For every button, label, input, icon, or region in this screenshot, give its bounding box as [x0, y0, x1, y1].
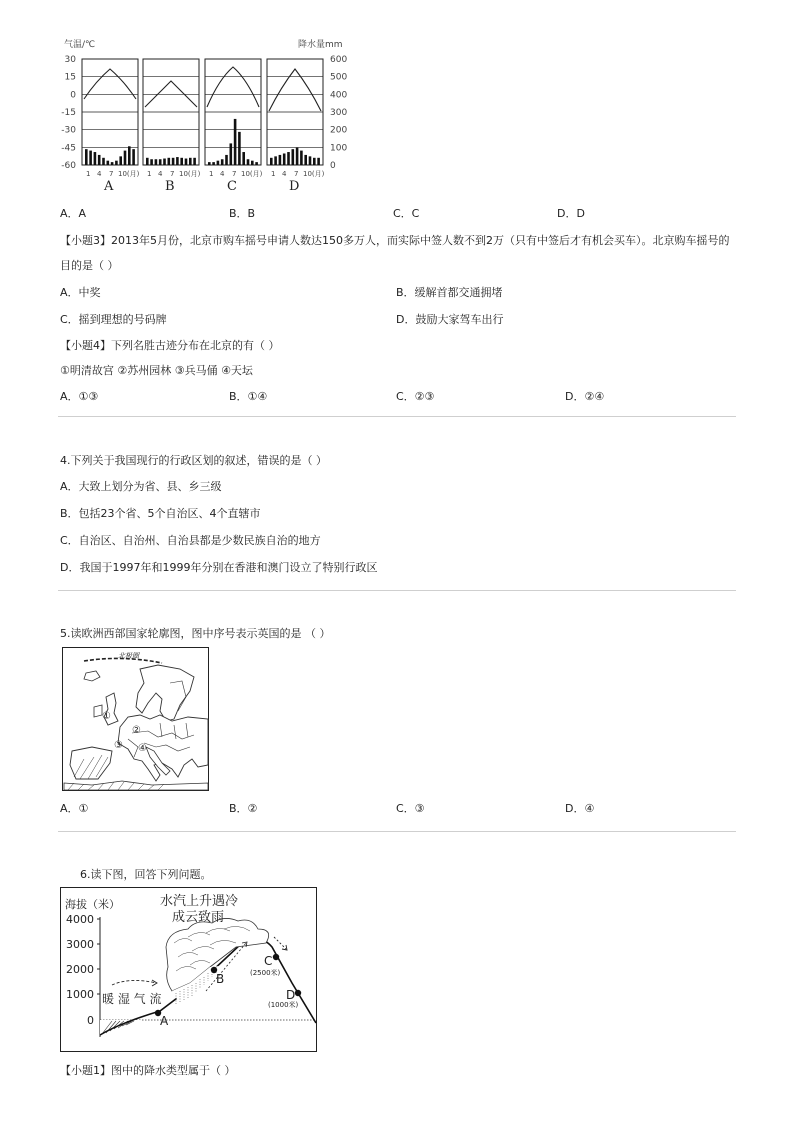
precip-bar: [274, 156, 277, 165]
precip-bar: [193, 158, 196, 165]
q4sub-option-c[interactable]: C．②③: [396, 390, 435, 403]
q4sub-stem: 【小题4】下列名胜古迹分布在北京的有（ ）: [60, 339, 280, 352]
orographic-rain-diagram: [60, 887, 318, 1053]
temp-tick: 0: [70, 90, 76, 101]
point-b-label: B: [216, 972, 225, 986]
precip-bar: [115, 161, 118, 165]
month-tick: 4: [97, 170, 102, 178]
divider: [58, 590, 736, 591]
precip-bar: [208, 162, 211, 165]
y-tick-2000: 2000: [66, 963, 94, 976]
precip-bar: [172, 158, 175, 165]
q3-stem-line2: 目的是（ ）: [60, 259, 119, 272]
precip-bar: [163, 159, 166, 165]
precip-bar: [111, 162, 114, 165]
month-tick: 1: [86, 170, 91, 178]
q4sub-items: ①明清故宫 ②苏州园林 ③兵马俑 ④天坛: [60, 364, 253, 377]
temp-tick: -15: [61, 108, 76, 118]
precip-bar: [234, 119, 237, 165]
q2-option-c[interactable]: C．C: [393, 207, 420, 220]
point-a-label: A: [160, 1014, 169, 1028]
precip-tick: 400: [330, 90, 348, 101]
climate-panel: [205, 59, 263, 194]
temp-axis-label: 气温/℃: [64, 40, 96, 50]
precip-bar: [94, 152, 97, 165]
map-label-3: ③: [114, 740, 123, 751]
y-tick-3000: 3000: [66, 938, 94, 951]
y-tick-1000: 1000: [66, 988, 94, 1001]
airflow-label: 暖 湿 气 流: [102, 992, 162, 1006]
precip-bar: [180, 158, 183, 165]
precip-bar: [287, 152, 290, 165]
q5-option-d[interactable]: D．④: [565, 802, 595, 815]
q3-option-c[interactable]: C．摇到理想的号码牌: [60, 313, 167, 326]
precip-bar: [89, 151, 92, 165]
month-tick: 10(月): [303, 170, 325, 178]
q6-sub1: 【小题1】图中的降水类型属于（ ）: [60, 1064, 236, 1077]
month-tick: 1: [147, 170, 152, 178]
precip-bar: [255, 162, 258, 165]
precip-bar: [225, 155, 228, 165]
diagram-y-title: 海拔（米）: [65, 898, 120, 911]
precip-tick: 200: [330, 125, 348, 136]
annotation-line1: 水汽上升遇冷: [160, 894, 239, 909]
month-tick: 1: [209, 170, 214, 178]
map-label-2: ②: [132, 725, 141, 736]
temp-tick: 15: [64, 72, 76, 83]
climate-panel: [143, 59, 201, 194]
precip-bar: [159, 159, 162, 165]
precip-tick: 100: [330, 143, 348, 154]
precip-tick: 0: [330, 161, 336, 171]
climate-panel: [82, 59, 140, 194]
precip-bar: [238, 132, 241, 165]
precip-bar: [217, 161, 220, 165]
panel-label: D: [289, 179, 300, 194]
temp-tick: -60: [61, 161, 76, 171]
month-tick: 7: [170, 170, 175, 178]
q4-option-b[interactable]: B．包括23个省、5个自治区、4个直辖市: [60, 507, 261, 520]
precip-bar: [270, 158, 273, 165]
month-tick: 4: [158, 170, 163, 178]
precip-bar: [119, 156, 122, 165]
point-c-marker: [273, 954, 279, 960]
month-tick: 1: [271, 170, 276, 178]
precip-axis-label: 降水量mm: [298, 40, 343, 50]
q4sub-option-b[interactable]: B．①④: [229, 390, 268, 403]
q5-option-c[interactable]: C．③: [396, 802, 425, 815]
precip-bar: [102, 158, 105, 165]
precip-bar: [304, 155, 307, 165]
climate-chart: [58, 34, 358, 194]
precip-bar: [230, 143, 233, 165]
q4-option-c[interactable]: C．自治区、自治州、自治县都是少数民族自治的地方: [60, 534, 321, 547]
europe-map-svg: [62, 647, 210, 791]
europe-map: [62, 647, 210, 791]
month-tick: 10(月): [179, 170, 201, 178]
month-tick: 7: [294, 170, 299, 178]
month-tick: 4: [220, 170, 225, 178]
divider: [58, 416, 736, 417]
precip-bar: [292, 149, 295, 165]
arctic-circle-label: 北极圈: [118, 652, 139, 660]
panel-label: B: [165, 179, 175, 194]
q3-option-b[interactable]: B．缓解首都交通拥堵: [396, 286, 503, 299]
y-tick-4000: 4000: [66, 913, 94, 926]
month-tick: 7: [109, 170, 114, 178]
precip-bar: [242, 152, 245, 165]
precip-bar: [124, 151, 127, 165]
temp-tick: -45: [61, 143, 76, 154]
precip-bar: [176, 157, 179, 165]
month-tick: 7: [232, 170, 237, 178]
precip-bar: [212, 162, 215, 165]
precip-bar: [107, 161, 110, 165]
point-d-label: D: [286, 988, 296, 1002]
precip-bar: [189, 158, 192, 165]
precip-tick: 300: [330, 108, 348, 118]
climate-chart-svg: [58, 34, 358, 194]
precip-tick: 500: [330, 72, 348, 83]
annotation-line2: 成云致雨: [172, 910, 225, 925]
q4-option-a[interactable]: A．大致上划分为省、县、乡三级: [60, 480, 222, 493]
q4sub-option-d[interactable]: D．②④: [565, 390, 605, 403]
point-c-elevation: (2500米): [250, 969, 281, 977]
q3-option-a[interactable]: A．中奖: [60, 286, 101, 299]
precip-bar: [313, 158, 316, 165]
y-tick-0: 0: [87, 1014, 94, 1027]
precip-bar: [146, 158, 149, 165]
q2-option-b[interactable]: B．B: [229, 207, 256, 220]
month-tick: 4: [282, 170, 287, 178]
q5-option-a[interactable]: A．①: [60, 802, 89, 815]
q5-stem: 5.读欧洲西部国家轮廓图，图中序号表示英国的是 （ ）: [60, 627, 331, 640]
temp-tick: 30: [64, 55, 76, 65]
climate-panel: [267, 59, 325, 194]
precip-bar: [247, 159, 250, 165]
precip-bar: [168, 158, 171, 165]
precip-bar: [296, 148, 299, 165]
q2-option-d[interactable]: D．D: [557, 207, 585, 220]
q3-option-d[interactable]: D．鼓励大家驾车出行: [396, 313, 504, 326]
precip-bar: [85, 149, 88, 165]
q6-stem: 6.读下图，回答下列问题。: [80, 868, 212, 881]
q3-stem-line1: 【小题3】2013年5月份，北京市购车摇号申请人数达150多万人，而实际中签人数不到2万（只有中签后才有机会买车）。北京购车摇号的: [60, 234, 730, 247]
temp-tick: -30: [61, 125, 76, 136]
point-d-elevation: (1000米): [268, 1001, 299, 1009]
precip-bar: [317, 158, 320, 165]
precip-bar: [221, 159, 224, 165]
precip-bar: [309, 156, 312, 165]
precip-bar: [98, 155, 101, 165]
q4-stem: 4.下列关于我国现行的行政区划的叙述，错误的是（ ）: [60, 454, 327, 467]
map-label-1: ①: [102, 711, 111, 722]
precip-bar: [132, 149, 135, 165]
precip-bar: [251, 161, 254, 165]
precip-bar: [185, 159, 188, 165]
point-d-marker: [295, 990, 301, 996]
precip-bar: [283, 153, 286, 165]
q5-option-b[interactable]: B．②: [229, 802, 258, 815]
month-tick: 10(月): [241, 170, 263, 178]
panel-label: C: [227, 179, 237, 194]
precip-bar: [150, 159, 153, 165]
map-label-4: ④: [138, 743, 147, 754]
month-tick: 10(月): [118, 170, 140, 178]
q4-option-d[interactable]: D．我国于1997年和1999年分别在香港和澳门设立了特别行政区: [60, 561, 378, 574]
point-c-label: C: [264, 954, 273, 968]
precip-bar: [300, 151, 303, 165]
q2-option-a[interactable]: A．A: [60, 207, 87, 220]
precip-bar: [128, 146, 131, 165]
precip-bar: [155, 159, 158, 165]
q4sub-option-a[interactable]: A．①③: [60, 390, 99, 403]
precip-bar: [279, 155, 282, 165]
divider: [58, 831, 736, 832]
panel-label: A: [104, 179, 114, 194]
ireland-outline: [94, 705, 102, 717]
orographic-rain-svg: [60, 887, 318, 1053]
precip-tick: 600: [330, 55, 348, 65]
